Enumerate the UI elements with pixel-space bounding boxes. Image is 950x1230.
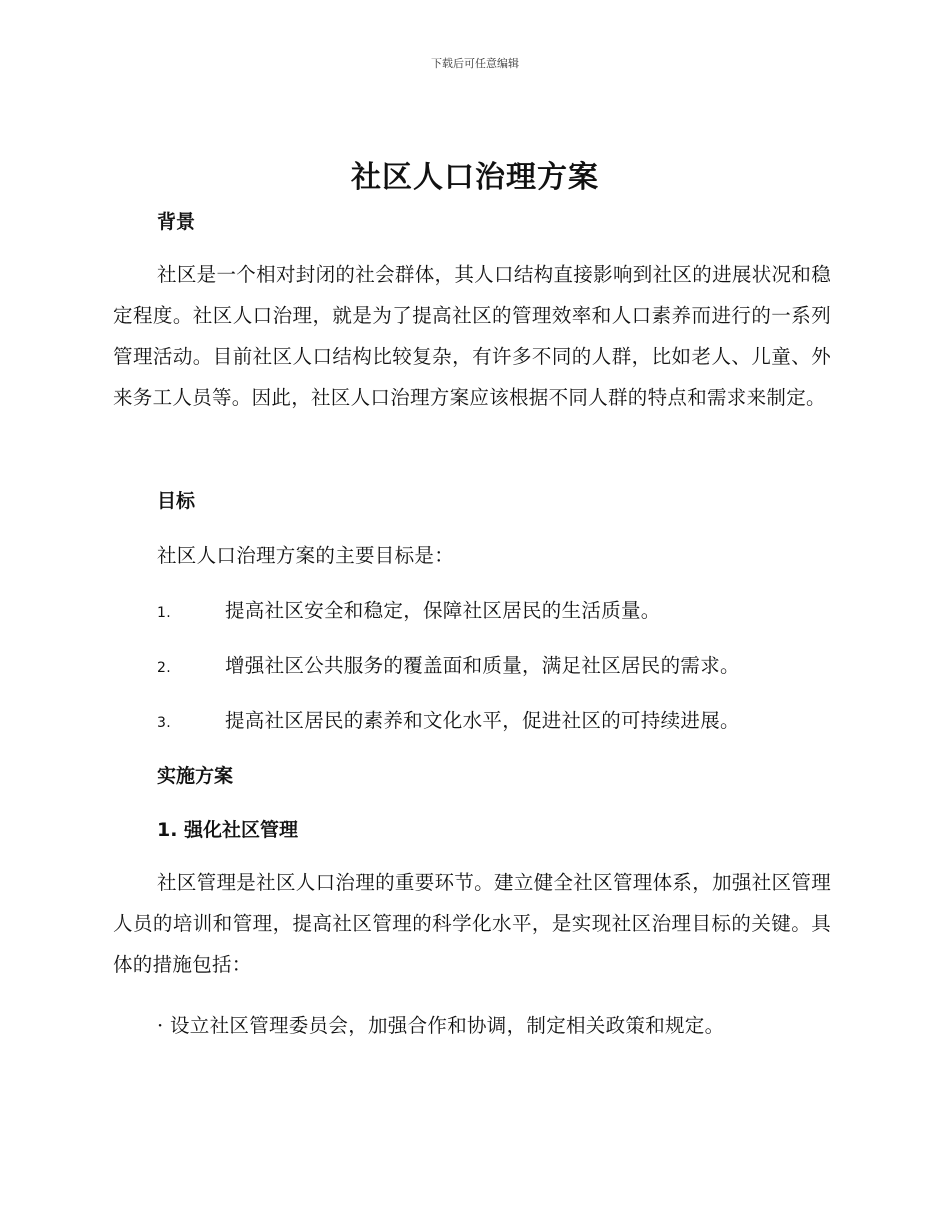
management-paragraph: 社区管理是社区人口治理的重要环节。建立健全社区管理体系，加强社区管理人员的培训和管理，提高社区管理的科学化水平，是实现社区治理目标的关键。具体的措施包括：	[113, 871, 831, 976]
document-title: 社区人口治理方案	[351, 160, 599, 195]
subsection-heading-management: 1. 强化社区管理	[157, 819, 299, 841]
goals-intro: 社区人口治理方案的主要目标是：	[157, 544, 455, 567]
page-header-note: 下载后可任意编辑	[431, 57, 519, 70]
goal-item-text: 提高社区居民的素养和文化水平，促进社区的可持续进展。	[225, 709, 740, 732]
section-heading-goals: 目标	[157, 490, 196, 512]
goal-item-number: 2.	[157, 660, 171, 676]
goal-item	[157, 705, 837, 733]
section-heading-background: 背景	[157, 211, 196, 233]
goal-item-text: 提高社区安全和稳定，保障社区居民的生活质量。	[225, 599, 661, 622]
background-paragraph: 社区是一个相对封闭的社会群体，其人口结构直接影响到社区的进展状况和稳定程度。社区人口治理，就是为了提高社区的管理效率和人口素养而进行的一系列管理活动。目前社区人口结构比较复杂，有许多不同的人群，比如老人、儿童、外来务工人员等。因此，社区人口治理方案应该根据不同人群的特点和需求来制定。	[113, 263, 831, 409]
goal-item-number: 1.	[157, 605, 171, 621]
goal-item	[157, 650, 837, 678]
management-bullet: · 设立社区管理委员会，加强合作和协调，制定相关政策和规定。	[157, 1014, 725, 1037]
section-heading-implementation: 实施方案	[157, 765, 234, 787]
goal-item-text: 增强社区公共服务的覆盖面和质量，满足社区居民的需求。	[225, 654, 740, 677]
goal-item	[157, 595, 837, 623]
goal-item-number: 3.	[157, 715, 171, 731]
